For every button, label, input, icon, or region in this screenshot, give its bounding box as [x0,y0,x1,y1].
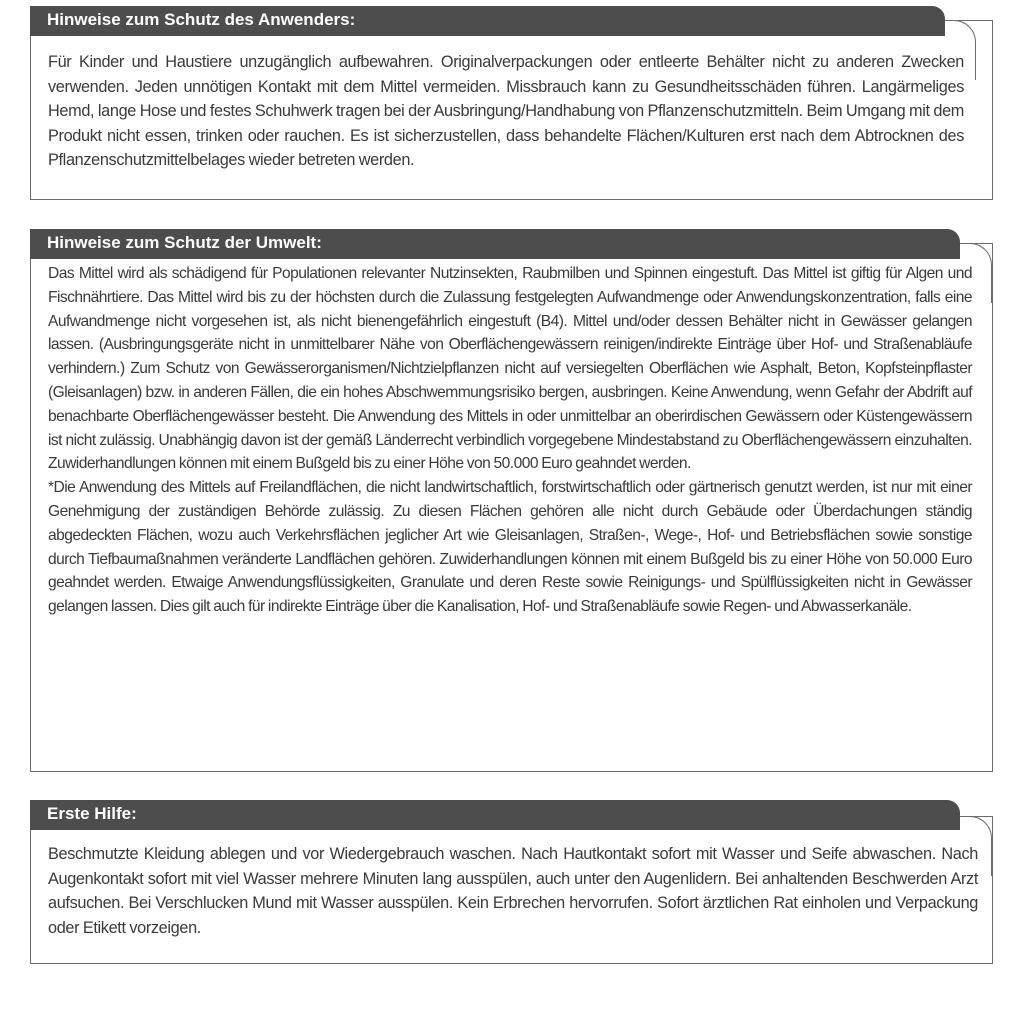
section-body [48,50,964,173]
section-heading: Erste Hilfe: [30,800,960,830]
paragraph: Das Mittel wird als schädigend für Populationen relevanter Nutzinsekten, Raubmilben und Spinnen eingestuft. Das Mittel ist giftig für Algen und Fischnährtiere. Das Mittel wird bis zu der höchsten durch die Zulassung festgelegten Aufwandmenge oder Anwendungskonzentration, falls eine Aufwandmenge nicht vorgesehen ist, als nicht bienengefährlich eingestuft (B4). Mittel und/oder dessen Behälter nicht in Gewässer gelangen lassen. (Ausbringungsgeräte nicht in unmittelbarer Nähe von Oberflächengewässern reinigen/indirekte Einträge über Hof- und Straßenabläufe verhindern.) Zum Schutz von Gewässerorganismen/Nichtzielpflanzen nicht auf versiegelten Oberflächen wie Asphalt, Beton, Kopfsteinpflaster (Gleisanlagen) bzw. in anderen Fällen, die ein hohes Abschwemmungsrisiko bergen, ausbringen. Keine Anwendung, wenn Gefahr der Abdrift auf benachbarte Oberflächengewässer besteht. Die Anwendung des Mittels in oder unmittelbar an oberirdischen Gewässern oder Küstengewässern ist nicht zulässig. Unabhängig davon ist der gemäß Länderrecht verbindlich vorgegebene Mindestabstand zu Oberflächengewässern einzuhalten. Zuwiderhandlungen können mit einem Bußgeld bis zu einer Höhe von 50.000 Euro geahndet werden. [48,265,972,473]
paragraph: Für Kinder und Haustiere unzugänglich aufbewahren. Originalverpackungen oder entleerte Behälter nicht zu anderen Zwecken verwenden. Jeden unnötigen Kontakt mit dem Mittel vermeiden. Missbrauch kann zu Gesundheitsschäden führen. Langärmeliges Hemd, lange Hose und festes Schuhwerk tragen bei der Ausbringung/Handhabung von Pflanzenschutzmitteln. Beim Umgang mit dem Produkt nicht essen, trinken oder rauchen. Es ist sicherzustellen, dass behandelte Flächen/Kulturen erst nach dem Abtrocknen des Pflanzenschutzmittelbelages wieder betreten werden. [48,53,964,170]
section-heading: Hinweise zum Schutz der Umwelt: [30,229,960,259]
section-heading: Hinweise zum Schutz des Anwenders: [30,6,945,36]
section-body [48,842,978,940]
section-body [48,262,972,619]
paragraph: Beschmutzte Kleidung ablegen und vor Wiedergebrauch waschen. Nach Hautkontakt sofort mit Wasser und Seife abwaschen. Nach Augenkontakt sofort mit viel Wasser mehrere Minuten lang ausspülen, auch unter den Augenlidern. Bei anhaltenden Beschwerden Arzt aufsuchen. Bei Verschlucken Mund mit Wasser ausspülen. Kein Erbrechen hervorrufen. Sofort ärztlichen Rat einholen und Verpackung oder Etikett vorzeigen. [48,845,978,937]
paragraph-footnote: *Die Anwendung des Mittels auf Freilandflächen, die nicht landwirtschaftlich, forstwirtschaftlich oder gärtnerisch genutzt werden, ist nur mit einer Genehmigung der zuständigen Behörde zulässig. Zu diesen Flächen gehören alle nicht durch Gebäude oder Überdachungen ständig abgedeckten Flächen, wozu auch Verkehrsflächen jeglicher Art wie Gleisanlagen, Straßen-, Wege-, Hof- und Betriebsflächen sowie sonstige durch Tiefbaumaßnahmen veränderte Landflächen gehören. Zuwiderhandlungen können mit einem Bußgeld bis zu einer Höhe von 50.000 Euro geahndet werden. Etwaige Anwendungsflüssigkeiten, Granulate und deren Reste sowie Reinigungs- und Spülflüssigkeiten nicht in Gewässer gelangen lassen. Dies gilt auch für indirekte Einträge über die Kanalisation, Hof- und Straßenabläufe sowie Regen- und Abwasserkanäle. [48,479,972,616]
